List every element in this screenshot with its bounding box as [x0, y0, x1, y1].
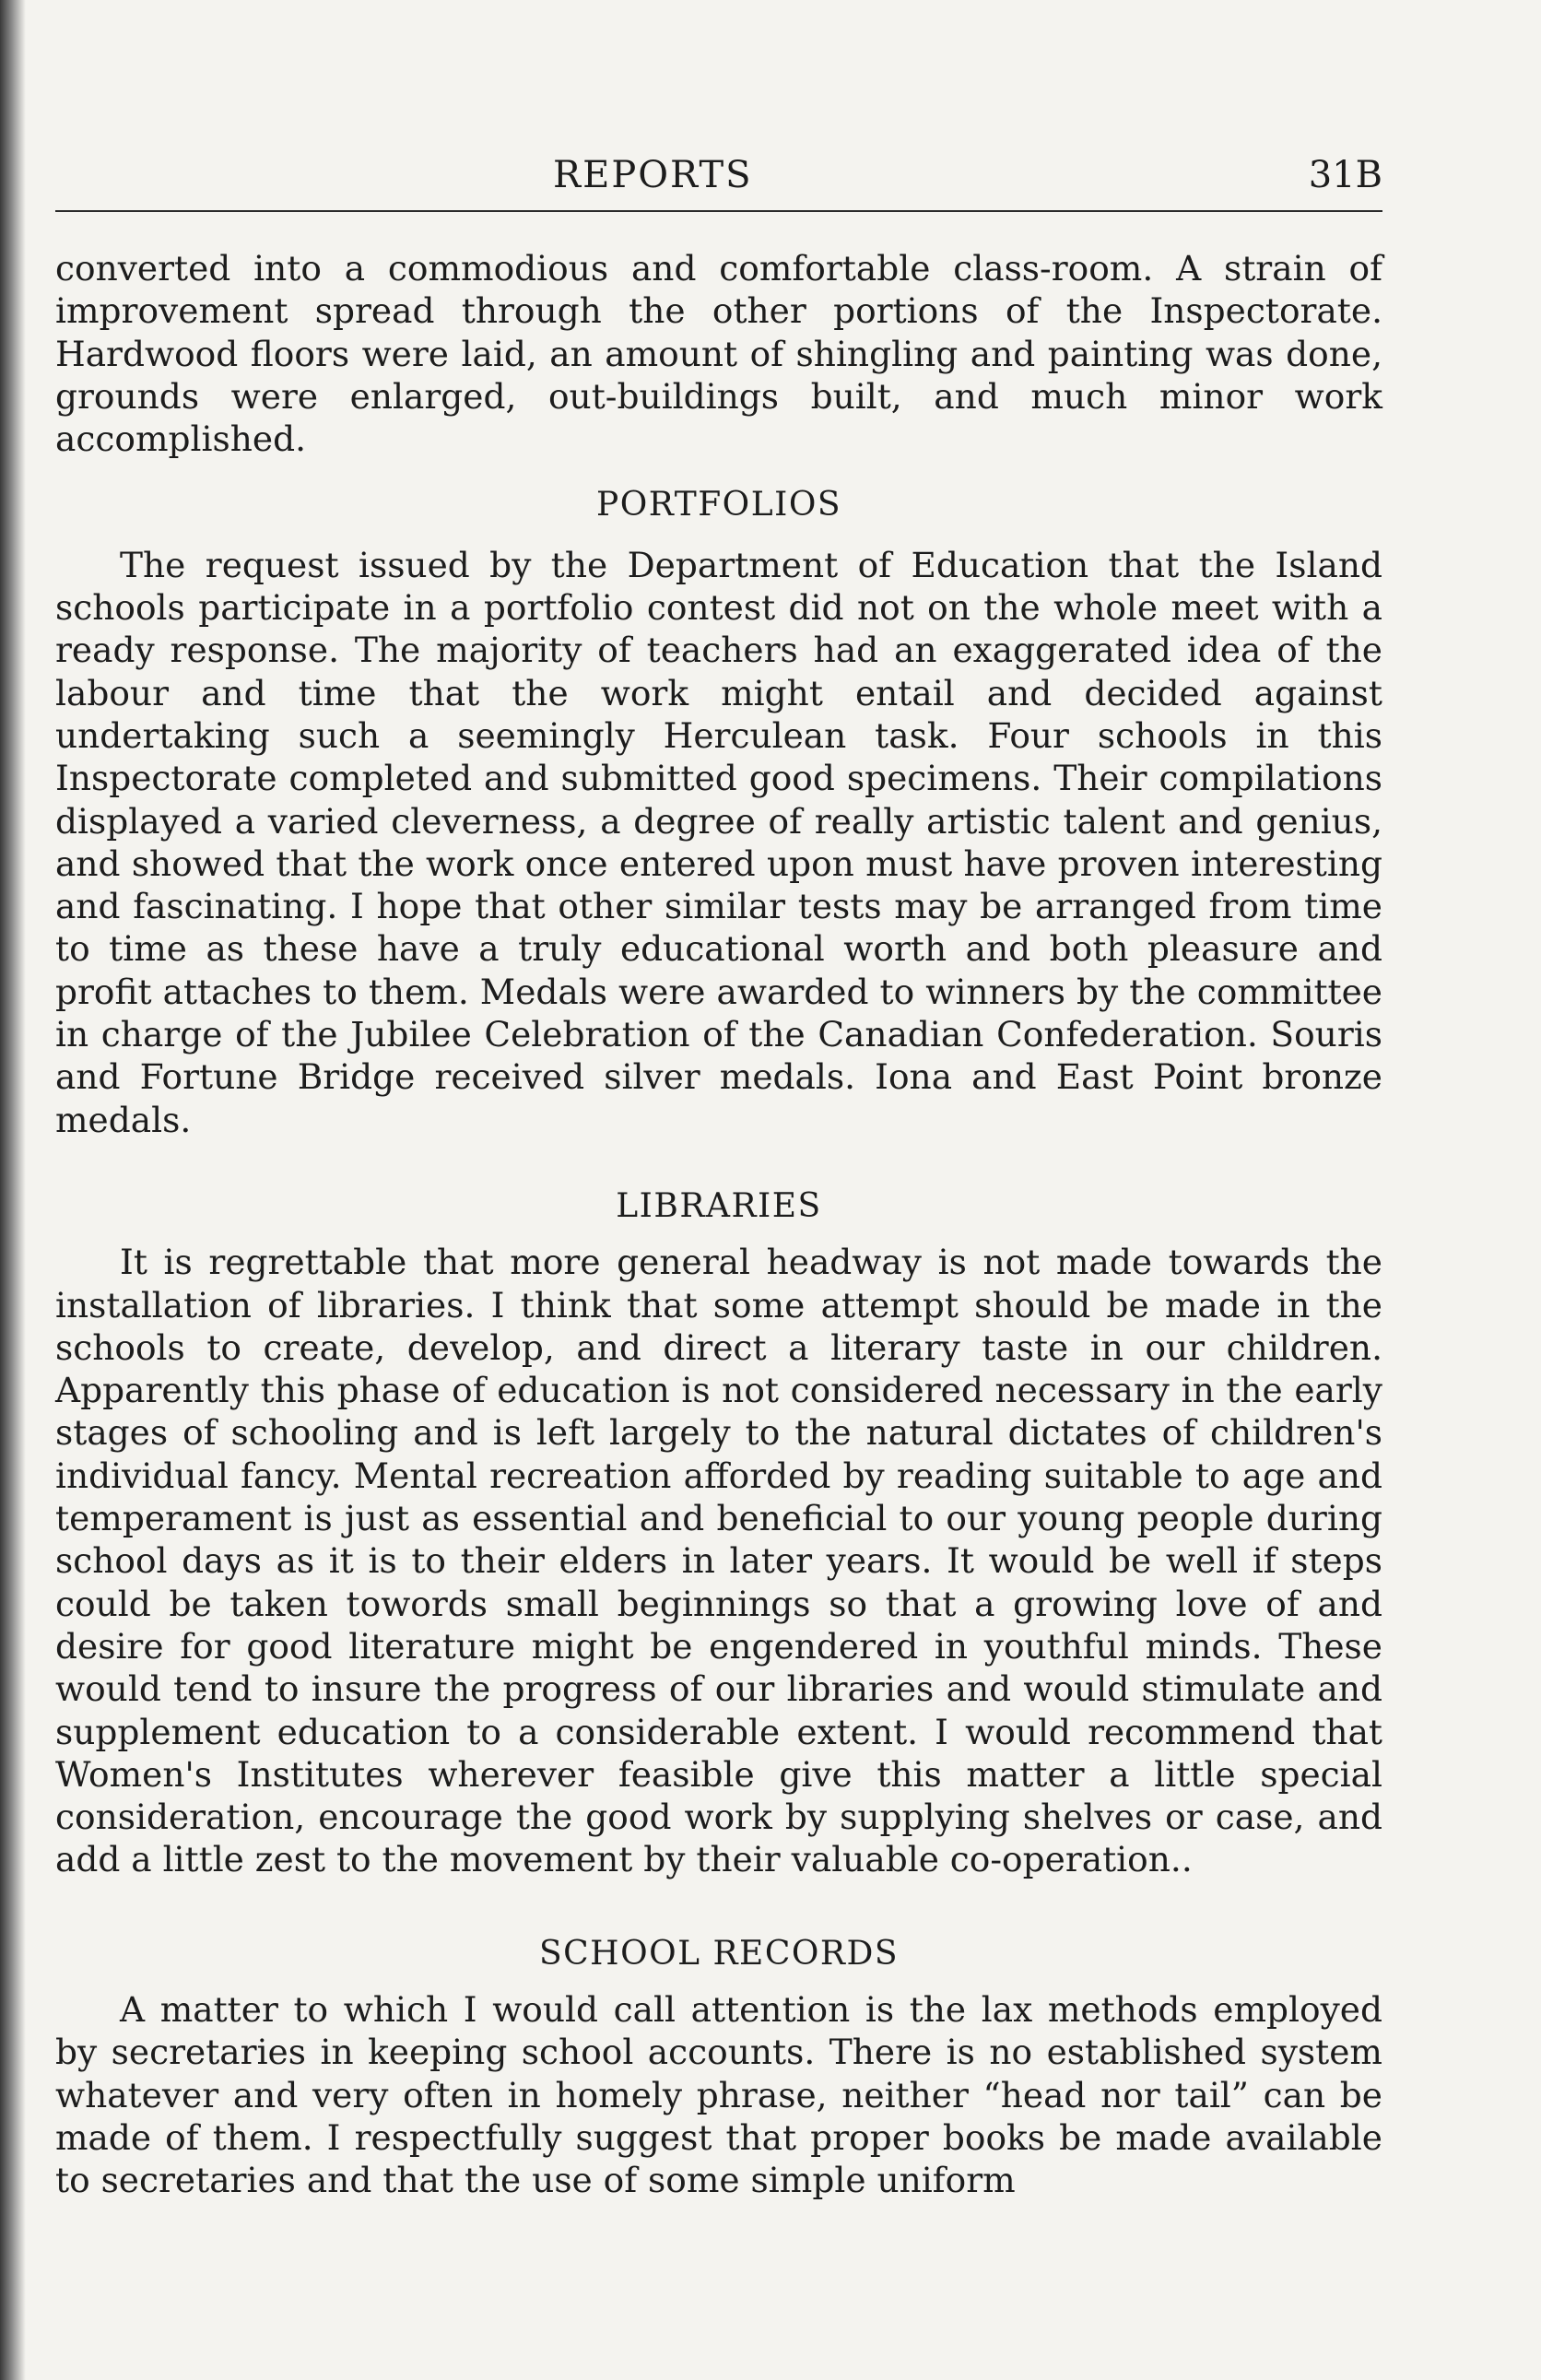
binding-shadow	[0, 0, 26, 2380]
page-number: 31B	[1308, 154, 1382, 196]
document-page	[55, 0, 1382, 2380]
running-head	[55, 147, 1382, 203]
portfolios-heading: PORTFOLIOS	[595, 486, 841, 524]
school-records-heading: SCHOOL RECORDS	[538, 1934, 900, 1973]
school-records-paragraph: A matter to which I would call attention is the lax methods employed by secretaries in keeping school accounts. There is no established system whatever and very often in homely phrase, neither “head nor tail” can be made of them. I respectfully suggest that proper books be made available to secretaries and that the use of some simple uniform	[55, 1988, 1382, 2201]
libraries-heading: LIBRARIES	[616, 1186, 822, 1225]
portfolios-paragraph: The request issued by the Department of Education that the Island schools participate in a portfolio contest did not on the whole meet with a ready response. The majority of teachers had an exaggerated idea of the labour and time that the work might entail and decided against undertaking such a seemingly Herculean task. Four schools in this Inspectorate completed and submitted good specimens. Their compilations displayed a varied cleverness, a degree of really artistic talent and genius, and showed that the work once entered upon must have proven interesting and fascinating. I hope that other similar tests may be arranged from time to time as these have a truly educational worth and both pleasure and profit attaches to them. Medals were awarded to winners by the committee in charge of the Jubilee Celebration of the Canadian Confederation. Souris and Fortune Bridge received silver medals. Iona and East Point bronze medals.	[55, 544, 1382, 1140]
libraries-paragraph: It is regrettable that more general headway is not made towards the installation of libraries. I think that some attempt should be made in the schools to create, develop, and direct a literary taste in our children. Apparently this phase of education is not considered necessary in the early stages of schooling and is left largely to the natural dictates of children's individual fancy. Mental recreation afforded by reading suitable to age and temperament is just as essential and beneficial to our young people during school days as it is to their elders in later years. It would be well if steps could be taken towords small beginnings so that a growing love of and desire for good literature might be engendered in youthful minds. These would tend to insure the progress of our libraries and would stimulate and supplement education to a considerable extent. I would recommend that Women's Institutes wherever feasible give this matter a little special consideration, encourage the good work by supplying shelves or case, and add a little zest to the movement by their valuable co-operation..	[55, 1242, 1382, 1880]
running-head-title: REPORTS	[553, 154, 753, 196]
body-text	[55, 247, 1382, 2201]
intro-paragraph: converted into a commodious and comfortable class-room. A strain of improvement spread through the other portions of the Inspectorate. Hardwood floors were laid, an amount of shingling and painting was done, grounds were enlarged, out-buildings built, and much minor work accomplished.	[55, 248, 1382, 460]
header-rule	[55, 210, 1382, 212]
